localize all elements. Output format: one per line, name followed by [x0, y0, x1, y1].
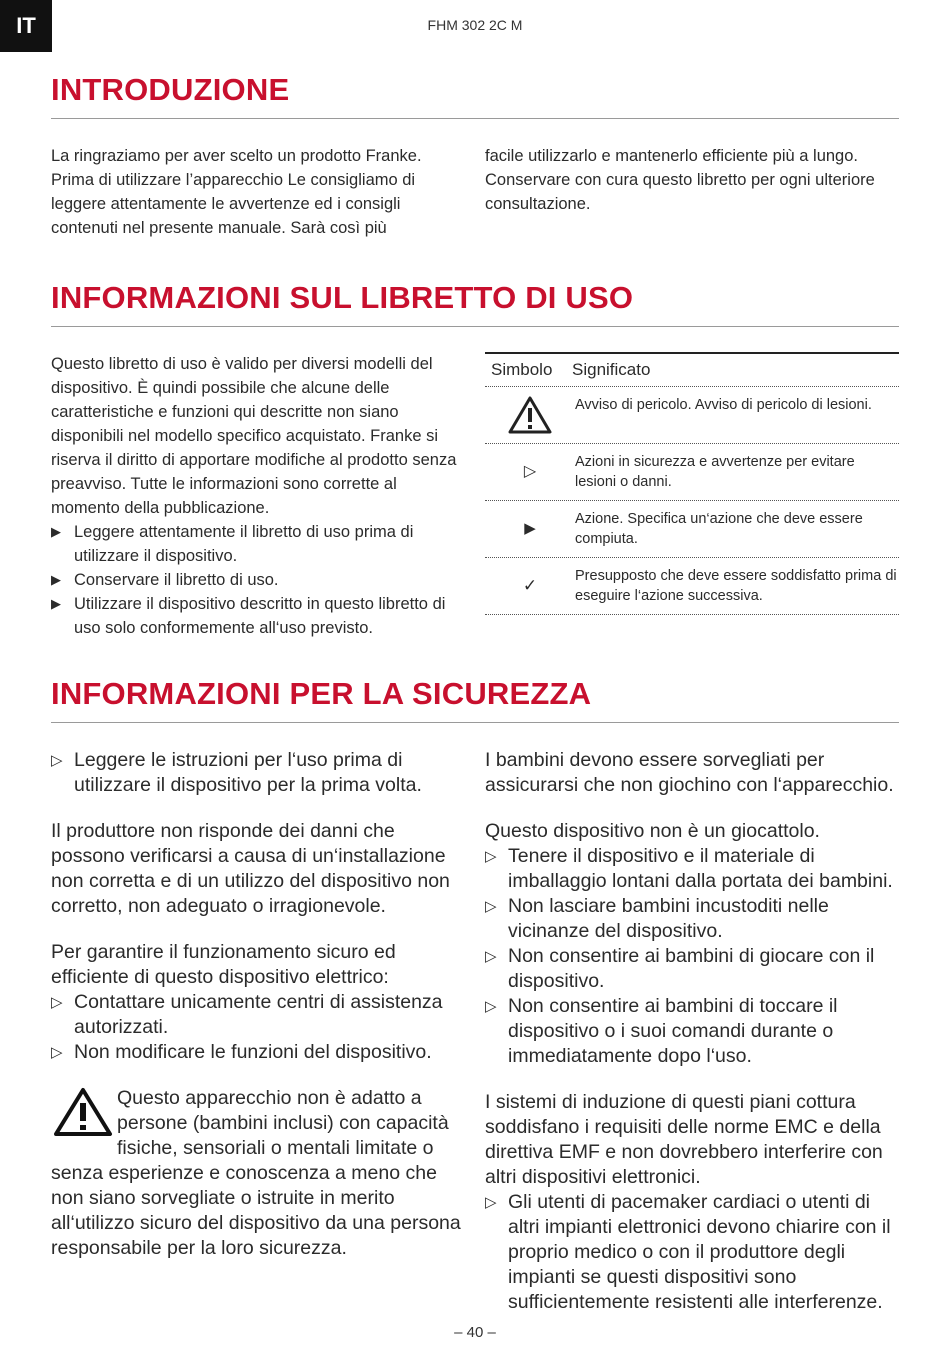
- intro-right-text: facile utilizzarlo e mantenerlo efficiente più a lungo. Conservare con cura questo libretto per ogni ulteriore consultazione.: [485, 147, 875, 213]
- page-number: – 40 –: [454, 1324, 496, 1341]
- table-row: [485, 558, 899, 615]
- symbol-meaning: Presupposto che deve essere soddisfatto prima di eseguire l‘azione successiva.: [575, 568, 897, 604]
- safe-operation-text: Per garantire il funzionamento sicuro ed efficiente di questo dispositivo elettrico:: [51, 941, 396, 988]
- outline-triangle-icon: ▷: [485, 898, 497, 915]
- filled-triangle-icon: ▶: [51, 596, 61, 611]
- list-item: ▶ Utilizzare il dispositivo descritto in questo libretto di uso solo conformemente all‘uso previsto.: [51, 592, 466, 640]
- symbol-meaning: Azione. Specifica un‘azione che deve essere compiuta.: [575, 511, 863, 547]
- safety-list-2: [51, 990, 469, 1065]
- outline-triangle-icon: ▷: [485, 848, 497, 865]
- safety-title: INFORMAZIONI PER LA SICUREZZA: [51, 676, 592, 711]
- table-row: [485, 387, 899, 444]
- symbol-meaning: Avviso di pericolo. Avviso di pericolo di lesioni.: [575, 397, 872, 413]
- warning-triangle-icon: [51, 1086, 115, 1138]
- list-item: ▷ Leggere le istruzioni per l‘uso prima di utilizzare il dispositivo per la prima volta.: [51, 749, 422, 796]
- outline-triangle-icon: ▷: [51, 1044, 63, 1061]
- intro-divider: [51, 118, 899, 119]
- symbol-meaning: Azioni in sicurezza e avvertenze per evitare lesioni o danni.: [575, 454, 855, 490]
- list-item: ▷ Non consentire ai bambini di toccare il dispositivo o i suoi comandi durante o immediatamente dopo l‘uso.: [485, 995, 838, 1067]
- warning-block: [51, 1086, 469, 1261]
- list-item: ▷ Tenere il dispositivo e il materiale di imballaggio lontani dalla portata dei bambini.: [485, 845, 893, 892]
- not-a-toy-text: Questo dispositivo non è un giocattolo.: [485, 820, 820, 842]
- safety-right-column: [485, 748, 903, 1315]
- list-item: ▷ Contattare unicamente centri di assistenza autorizzati.: [51, 991, 443, 1038]
- outline-triangle-icon: ▷: [51, 752, 63, 769]
- outline-triangle-icon: ▷: [485, 998, 497, 1015]
- manual-info-action-list: [51, 520, 466, 640]
- model-number: FHM 302 2C M: [427, 17, 523, 33]
- table-row: [485, 444, 899, 501]
- children-list: [485, 844, 903, 1069]
- list-item: ▷ Non consentire ai bambini di giocare con il dispositivo.: [485, 945, 875, 992]
- warning-text: Questo apparecchio non è adatto a persone (bambini inclusi) con capacità fisiche, sensoriali o mentali limitate o senza esperienze e conoscenza a meno che non siano sorvegliate o istruite in merito all‘utilizzo sicuro del dispositivo da una persona responsabile per la loro sicurezza.: [51, 1087, 461, 1259]
- checkmark-icon: ✓: [522, 576, 538, 595]
- manual-info-divider: [51, 326, 899, 327]
- outline-triangle-icon: ▷: [51, 994, 63, 1011]
- manual-info-left-column: [51, 352, 466, 640]
- symbol-table-header: [485, 352, 899, 387]
- filled-triangle-icon: ▶: [51, 524, 61, 539]
- manual-info-title: INFORMAZIONI SUL LIBRETTO DI USO: [51, 280, 634, 315]
- children-supervision-text: I bambini devono essere sorvegliati per assicurarsi che non giochino con l‘apparecchio.: [485, 749, 894, 796]
- list-item: ▷ Non modificare le funzioni del dispositivo.: [51, 1041, 432, 1063]
- filled-triangle-icon: ▶: [524, 520, 536, 537]
- safety-left-column: [51, 748, 469, 1261]
- induction-emc-text: I sistemi di induzione di questi piani cottura soddisfano i requisiti delle norme EMC e della direttiva EMF e non dovrebbero interferire con altri dispositivi elettronici.: [485, 1091, 883, 1188]
- table-row: [485, 501, 899, 558]
- list-item: ▷ Non lasciare bambini incustoditi nelle vicinanze del dispositivo.: [485, 895, 829, 942]
- warning-triangle-icon: [485, 387, 575, 443]
- safety-list-1: [51, 748, 469, 798]
- safety-divider: [51, 722, 899, 723]
- meaning-column-header: Significato: [572, 360, 651, 379]
- list-item: ▶ Leggere attentamente il libretto di uso prima di utilizzare il dispositivo.: [51, 520, 466, 568]
- intro-left-text: La ringraziamo per aver scelto un prodotto Franke. Prima di utilizzare l’apparecchio Le consigliamo di leggere attentamente le avvertenze ed i consigli contenuti nel presente manuale. Sarà così più: [51, 147, 422, 237]
- symbol-table: [485, 352, 899, 615]
- manual-info-paragraph: Questo libretto di uso è valido per diversi modelli del dispositivo. È quindi possibile che alcune delle caratteristiche e funzioni qui descritte non siano disponibili nel modello specifico acquistato. Franke si riserva il diritto di apportare modifiche al prodotto senza preavviso. Tutte le informazioni sono corrette al momento della pubblicazione.: [51, 355, 457, 517]
- list-item: ▶ Conservare il libretto di uso.: [51, 568, 466, 592]
- outline-triangle-icon: ▷: [485, 948, 497, 965]
- filled-triangle-icon: ▶: [51, 572, 61, 587]
- outline-triangle-icon: ▷: [523, 463, 537, 480]
- outline-triangle-icon: ▷: [485, 1194, 497, 1211]
- manufacturer-liability-text: Il produttore non risponde dei danni che possono verificarsi a causa di un‘installazione non corretta e di un utilizzo del dispositivo non corretto, non adeguato o irragionevole.: [51, 820, 450, 917]
- pacemaker-list: [485, 1190, 903, 1315]
- list-item: ▷ Gli utenti di pacemaker cardiaci o utenti di altri impianti elettronici devono chiarire con il proprio medico o con il produttore degli impianti se questi dispositivi sono sufficientemente resistenti alle interferenze.: [485, 1191, 891, 1313]
- language-badge: IT: [0, 0, 52, 52]
- symbol-column-header: Simbolo: [491, 360, 553, 379]
- intro-title: INTRODUZIONE: [51, 72, 290, 107]
